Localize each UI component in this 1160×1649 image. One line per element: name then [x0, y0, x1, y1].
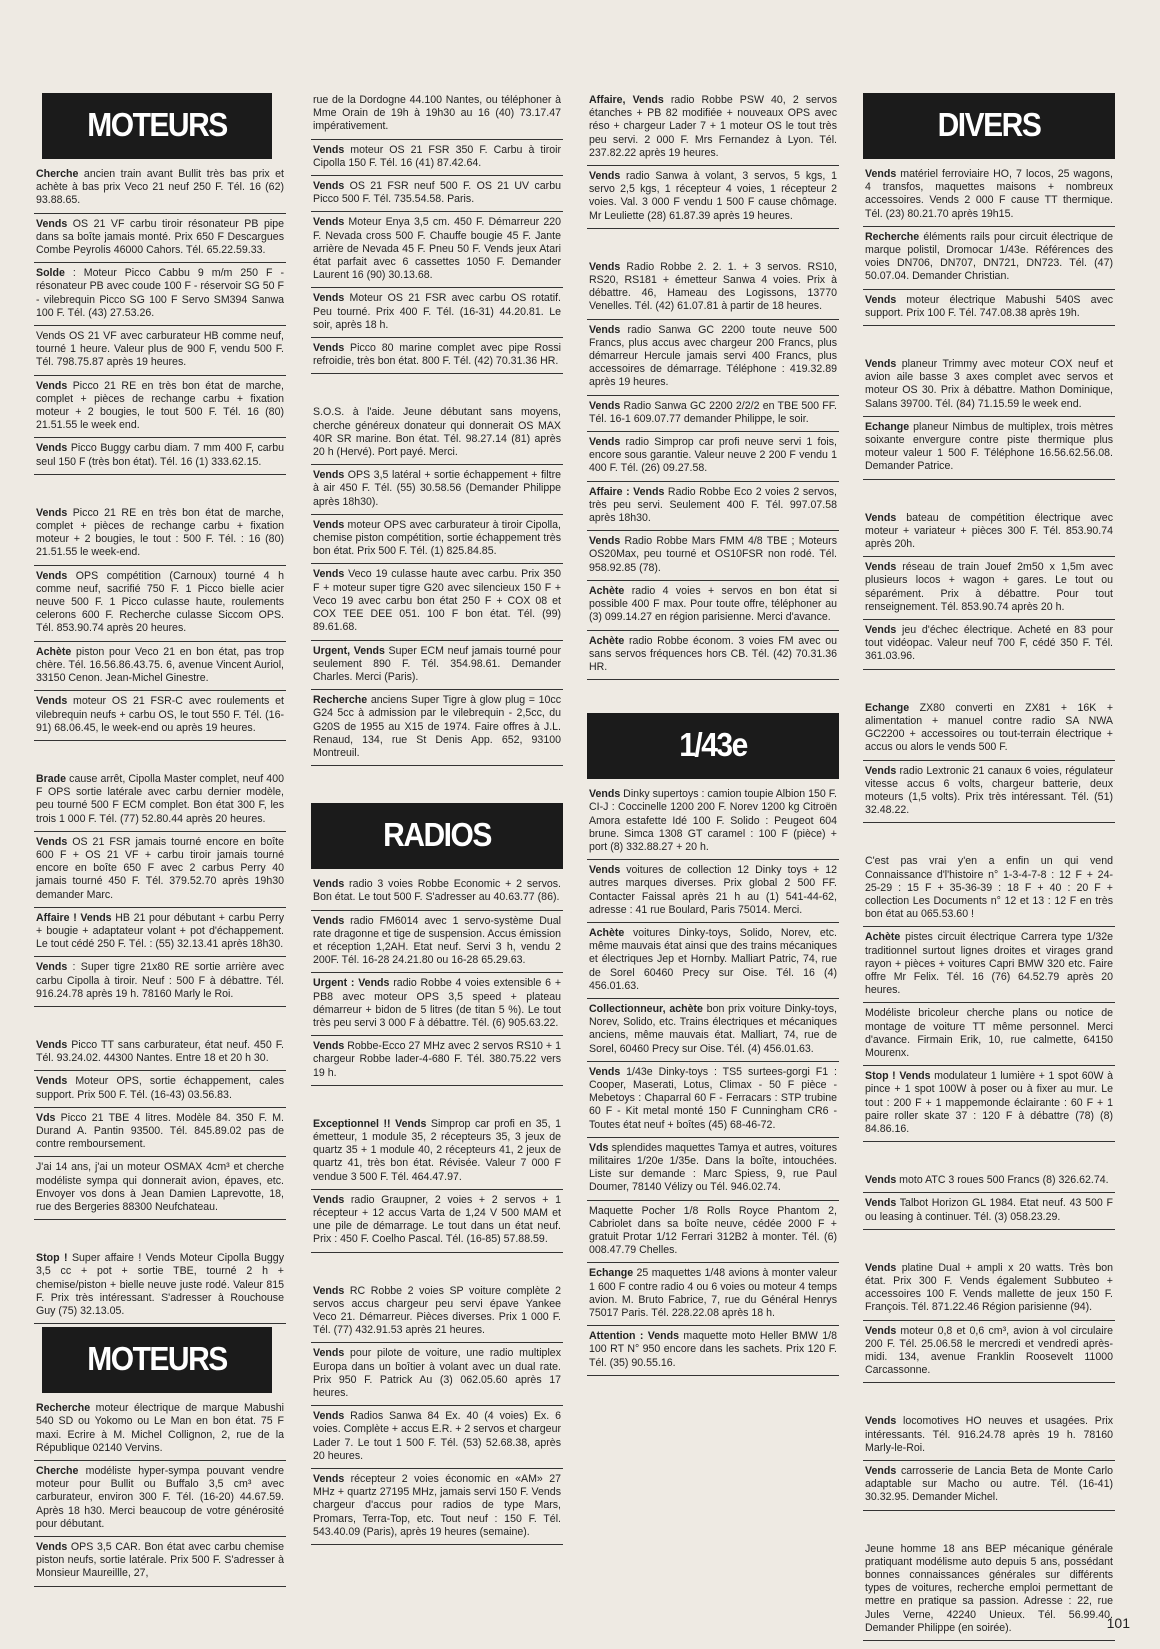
column-3 [587, 90, 839, 1376]
ad-lead-word: Affaire ! Vends [36, 911, 112, 924]
classified-ad [863, 1258, 1115, 1321]
classified-ad [587, 860, 839, 923]
classified-ad [863, 1003, 1115, 1066]
ad-lead-word: Vends [313, 1193, 345, 1206]
ad-text: OPS 3,5 CAR. Bon état avec carbu chemise piston neufs, sortie latérale. Prix 500 F. S'adresser à Monsieur Maureillle, 27, [36, 1541, 284, 1580]
section-banner-moteurs-2: MOTEURS [42, 1327, 272, 1393]
classified-ad [863, 1321, 1115, 1384]
ads-col3 [587, 90, 839, 680]
classified-ad [863, 927, 1115, 1003]
ad-lead-word: Vends [36, 442, 68, 455]
ad-lead-word: Vends [313, 292, 345, 305]
classified-ad [587, 531, 839, 581]
ad-lead-word: Vends [589, 323, 621, 336]
ad-lead-word: Vends [865, 1415, 897, 1428]
ad-lead-word: Vends [865, 358, 897, 371]
classified-ad [311, 465, 563, 515]
ad-lead-word: Vds [589, 1141, 609, 1154]
ad-text: moteur OPS avec carburateur à tiroir Cipolla, chemise piston compétition, sortie échappement très bon état. Prix 500 F. Tél. (1) 825.84.85. [313, 518, 561, 558]
section-banner-1-43: 1/43e [587, 713, 839, 779]
ads-col1b [34, 1398, 286, 1586]
ad-lead-word: Achète [589, 634, 625, 647]
ad-lead-word: Stop ! [36, 1252, 68, 1265]
ad-text: pour pilote de voiture, une radio multiplex Europa dans un boîtier à volant avec un dual rate. Prix 950 F. Patrick Au (3) 062.05.60 après 17 heures. [313, 1347, 561, 1400]
ad-text: OS 21 FSR neuf 500 F. OS 21 UV carbu Picco 500 F. Tél. 735.54.58. Paris. [313, 180, 561, 206]
column-4 [863, 90, 1115, 1641]
classified-ad [863, 1411, 1115, 1461]
classified-ad [863, 620, 1115, 670]
ad-text: anciens Super Tigre à glow plug = 10cc G24 5cc à admission par le vilebrequin - 2,5cc, du G20S de 1955 au X15 de 1974. Faire offres à J.L. Renaud, 134, rue St Denis App. 652, 93100 Montreuil. [313, 694, 561, 759]
ad-text: Radio Robbe 2. 2. 1. + 3 servos. RS10, RS20, RS181 + émetteur Sanwa 4 voies. Prix à débattre. 46, Hameau des Logissons, 13770 Venelles. Tél. (42) 61.07.81 à partir de 18 heures. [589, 260, 837, 313]
ad-lead-word: Brade [36, 772, 67, 785]
classified-ad [587, 320, 839, 396]
classified-ad [863, 1193, 1115, 1229]
ad-lead-word: Echange [865, 420, 910, 433]
classified-ad [311, 1406, 563, 1469]
ad-lead-word: Vends [36, 961, 68, 974]
ad-text: OPS 3,5 latéral + sortie échappement + filtre à air 450 F. Tél. (55) 30.58.56 (Demander Philippe après 18h30). [313, 469, 561, 508]
classified-ad [34, 1398, 286, 1461]
classified-ad [34, 1108, 286, 1158]
ad-text: Simprop car profi en 35, 1 émetteur, 1 module 35, 2 récepteurs 35, 3 jeux de quartz 35 + 1 module 40, 2 récepteurs 41, 2 jeux de quartz 41, très bon état. Révisée. Valeur 7 000 F vendue 3 500 F. Tél. 464.47.97. [313, 1117, 561, 1183]
ad-text: Maquette Pocher 1/8 Rolls Royce Phantom 2, Cabriolet dans sa boîte neuve, cédée 2000 F + gratuit Protar 1/12 Ferrari 312B2 à monter. Tél. (6) 008.47.79 Chelles. [589, 1204, 837, 1257]
ad-text: jeu d'échec électrique. Acheté en 83 pour tout vidéopac. Valeur neuf 700 F, cédé 350 F. Tél. 361.03.96. [865, 624, 1113, 663]
ad-lead-word: Vends [865, 1174, 897, 1187]
ad-text: moteur OS 21 FSR-C avec roulements et vilebrequin neufs + carbu OS, le tout 550 F. Tél. (16-91) 68.06.45, le week-end ou après 19 heures. [36, 695, 284, 734]
ad-text: Vends OS 21 VF avec carburateur HB comme neuf, tourné 1 heure. Valeur plus de 900 F, vendu 500 F. Tél. 798.75.87 après 19 heures. [36, 330, 284, 369]
ad-lead-word: Vends [589, 535, 621, 548]
classified-ad [863, 354, 1115, 417]
ad-text: piston pour Veco 21 en bon état, pas trop chère. Tél. 16.56.86.43.75. 6, avenue Vincent Auriol, 33150 Cenon. Jean-Michel Ginestre. [36, 645, 284, 685]
classified-ad [587, 1138, 839, 1201]
classified-ad [34, 1035, 286, 1071]
classified-ad [311, 911, 563, 974]
ad-lead-word: Vds [36, 1111, 56, 1124]
ad-text: Dinky supertoys : camion toupie Albion 150 F. CI-J : Coccinelle 1200 200 F. Norev 1200 kg Citroën Amora estafette Idé 100 F. Solido : Peugeot 604 brune. Simca 1308 GT caramel : 100 F (pièce) + port (8) 332.88.27 + 20 h. [589, 788, 837, 853]
classified-ad [34, 691, 286, 741]
ad-text: moteur OS 21 FSR 350 F. Carbu à tiroir Cipolla 150 F. Tél. 16 (41) 87.42.64. [313, 143, 561, 169]
classified-ad [311, 1036, 563, 1086]
classified-ad [34, 214, 286, 264]
ad-lead-word: Vends [865, 1197, 897, 1210]
ad-text: Jeune homme 18 ans BEP mécanique générale pratiquant modélisme auto depuis 5 ans, possédant bonnes connaissances générales sur différents types de voitures, recherche emploi permettant de mettre en pratique sa passion. Adresse : 22, rue Jules Verne, 42240 Unieux. Tél. 56.99.40. Demander Philippe (en soirée). [865, 1542, 1113, 1634]
section-banner-moteurs: MOTEURS [42, 93, 272, 159]
classified-ad [311, 1190, 563, 1253]
classified-ad [34, 642, 286, 692]
ad-lead-word: Vends [589, 260, 621, 273]
ad-text: radio FM6014 avec 1 servo-système Dual rate dragonne et tige de suspension. Accus émission et réception 1,2AH. Etat neuf. Servi 3 h, vendu 2 200F. Tél. 16-28 24.21.80 ou 16-28 65.29.63. [313, 914, 561, 967]
classified-ad [587, 923, 839, 999]
ad-lead-word: Vends [865, 1465, 897, 1478]
ad-text: carrosserie de Lancia Beta de Monte Carlo adaptable sur Macho ou autre. Tél. (16-41) 30.32.95. Demander Michel. [865, 1465, 1113, 1504]
ad-lead-word: Vends [865, 511, 897, 524]
classified-ad [587, 90, 839, 166]
ad-lead-word: Vends [589, 1065, 621, 1078]
classified-ad [311, 288, 563, 338]
classified-ad [863, 698, 1115, 761]
classified-ad [863, 290, 1115, 326]
classified-ad [34, 957, 286, 1007]
ad-text: S.O.S. à l'aide. Jeune débutant sans moyens, cherche généreux donateur qui donnerait OS MAX 40R SR marine. Bon état. Tél. 98.27.14 (81) après 20 h (Hervé). Port payé. Merci. [313, 406, 561, 459]
ad-text: Radio Robbe Mars FMM 4/8 TBE ; Moteurs OS20Max, peu tourné et OS10FSR non rodé. Tél. 958.92.85 (78). [589, 535, 837, 574]
ad-lead-word: Affaire : Vends [589, 485, 665, 498]
ad-text: moto ATC 3 roues 500 Francs (8) 326.62.74. [896, 1174, 1109, 1187]
ad-text: voitures de collection 12 Dinky toys + 12 autres marques diverses. Prix global 2 500 FF. Contacter Faissal après 21 h au (1) 541-44-62, adresse : 41 rue Boulard, Paris 75014. Merci. [589, 864, 837, 916]
ad-text: récepteur 2 voies économic en «AM» 27 MHz + quartz 27195 MHz, jamais servi 150 F. Vends chargeur d'accus pour radios de type Mars, Promars, Terra-Top, etc. Tout neuf : 150 F. Tél. 543.40.09 (Paris), après 19 heures (semaine). [313, 1473, 561, 1538]
classified-ad [587, 999, 839, 1062]
ad-lead-word: Attention : Vends [589, 1330, 680, 1343]
ad-text: Picco Buggy carbu diam. 7 mm 400 F, carbu seul 150 F (très bon état). Tél. 16 (1) 333.62.15. [36, 442, 284, 468]
ad-lead-word: Recherche [313, 694, 368, 707]
classified-ad [587, 166, 839, 229]
ad-lead-word: Vends [36, 379, 68, 392]
ad-lead-word: Vends [313, 568, 345, 581]
classified-ad [587, 257, 839, 320]
ad-lead-word: Vends [313, 1040, 345, 1053]
ad-lead-word: Vends [865, 293, 897, 306]
classified-ad [587, 482, 839, 532]
ad-lead-word: Recherche [36, 1402, 91, 1415]
ad-text: moteur électrique Mabushi 540S avec support. Prix 100 F. Tél. 747.08.38 après 19h. [865, 293, 1113, 319]
ad-text: radio 4 voies + servos en bon état si possible 400 F max. Pour toute offre, téléphoner au (3) 099.14.27 en région parisienne. Merci d'avance. [589, 584, 837, 624]
classified-ad [34, 832, 286, 908]
classified-ad [311, 973, 563, 1036]
ad-lead-word: Echange [589, 1267, 634, 1280]
ad-text: moteur 0,8 et 0,6 cm³, avion à vol circulaire 200 F. Tél. 25.06.58 le mercredi et vendredi après-midi. 134, avenue Franklin Roosevelt 11000 Carcassonne. [865, 1324, 1113, 1377]
ad-text: RC Robbe 2 voies SP voiture complète 2 servos accus chargeur peu servi épave Yankee Veco 21. Démarreur. Pièces diverses. Prix 1 000 F. Tél. (77) 432.91.53 après 21 heures. [313, 1284, 561, 1337]
classified-ad [863, 1066, 1115, 1142]
ad-text: rue de la Dordogne 44.100 Nantes, ou téléphoner à Mme Orain de 19h à 19h30 au 16 (40) 73.17.47 impérativement. [313, 94, 561, 133]
ad-text: ZX80 converti en ZX81 + 16K + alimentation + manuel contre radio SA NWA GC2200 + accessoires ou tout-terrain électrique + accus ou alors le vends 500 F. [865, 701, 1113, 754]
ad-text: Radio Sanwa GC 2200 2/2/2 en TBE 500 FF. Tél. 16-1 609.07.77 demander Philippe, le soir. [589, 399, 837, 425]
classified-ad [34, 1537, 286, 1587]
classified-ad [34, 566, 286, 642]
ad-lead-word: Vends [589, 436, 621, 449]
ad-lead-word: Vends [313, 914, 345, 927]
ad-text: radio Sanwa GC 2200 toute neuve 500 Francs, plus accus avec chargeur 200 Francs, plus démarreur Hercule jamais servi 400 Francs, plus accessoires de démarrage. Téléphone : 419.32.89 après 19 heures. [589, 323, 837, 389]
ad-lead-word: Cherche [36, 1465, 79, 1478]
classified-ad [311, 690, 563, 766]
section-banner-divers: DIVERS [863, 93, 1115, 159]
classified-ad [587, 784, 839, 860]
ad-lead-word: Urgent, Vends [313, 644, 385, 657]
ad-lead-word: Vends [313, 1347, 345, 1360]
section-banner-radios: RADIOS [311, 803, 563, 869]
classified-ad [587, 432, 839, 482]
classified-ad [34, 326, 286, 376]
classified-ad [587, 631, 839, 681]
ad-text: Moteur Enya 3,5 cm. 450 F. Démarreur 220 F. Nevada cross 500 F. Chauffe bougie 45 F. Jante arrière de Nevada 45 F. Pneu 50 F. Vends jeux Atari état parfait avec 6 cassettes 1050 F. Demander Laurent 16 (90) 30.13.68. [313, 216, 561, 282]
classified-ad [863, 164, 1115, 227]
column-2 [311, 90, 563, 1545]
ad-lead-word: Vends [865, 561, 897, 574]
classified-ad [311, 176, 563, 212]
ad-text: radio 3 voies Robbe Economic + 2 servos. Bon état. Le tout 500 F. S'adresser au 40.63.77 (86). [313, 878, 561, 904]
classified-ad [34, 769, 286, 832]
ad-lead-word: Stop ! Vends [865, 1070, 931, 1083]
ad-text: ancien train avant Bullit très bas prix et achète à bas prix Veco 21 neuf 250 F. Tél. 16 (62) 93.88.65. [36, 168, 284, 207]
ad-text: radio Robbe économ. 3 voies FM avec ou sans servos fréquences hors CB. Tél. (42) 70.31.36 HR. [589, 634, 837, 673]
ad-lead-word: Vends [589, 864, 621, 877]
classified-ad [863, 417, 1115, 480]
ad-lead-word: Vends [865, 1324, 897, 1337]
ad-text: Picco 21 RE en très bon état de marche, complet + pièces de rechange carbu + fixation moteur + 2 bougies, le tout 500 F. Tél. 16 (80) 21.51.55 le week end. [36, 379, 284, 432]
ad-lead-word: Achète [865, 931, 901, 944]
ad-text: Veco 19 culasse haute avec carbu. Prix 350 F + moteur super tigre G20 avec silencieux 150 F + Veco 19 avec carbu bon état 250 F + COX 08 et COX TEE DEE 051. 100 F bon état. Tél. (99) 89.61.68. [313, 568, 561, 634]
classified-ad [587, 1263, 839, 1326]
classified-ad [587, 1326, 839, 1376]
ad-text: C'est pas vrai y'en a enfin un qui vend Connaissance d'l'histoire n° 1-3-4-7-8 : 12 F + 24-25-29 : 15 F + 35-36-39 : 18 F + 40 : 20 F + collection Les Documents n° 12 et 13 : 12 F en très bon état au 065.53.60 ! [865, 855, 1113, 921]
classified-ad [311, 641, 563, 691]
ad-text: Robbe-Ecco 27 MHz avec 2 servos RS10 + 1 chargeur Robbe lader-4-680 F. Tél. 380.75.22 vers 19 h. [313, 1040, 561, 1079]
ad-text: : Super tigre 21x80 RE sortie arrière avec carbu Cipolla à tiroir. Neuf : 500 F à débattre. Tél. 916.24.78 après 19 h. 78160 Marly le Roi. [36, 961, 284, 1000]
ad-text: locomotives HO neuves et usagées. Prix intéressants. Tél. 916.24.78 après 19 h. 78160 Marly-le-Roi. [865, 1415, 1113, 1454]
ad-text: radio Sanwa à volant, 3 servos, 5 kgs, 1 servo 2,5 kgs, 1 récepteur 4 voies, 1 récepteur 2 voies. Val. 3 000 F vendu 1 500 F cause chômage. Mr Leuliette (28) 61.87.39 après 19 heures. [589, 170, 837, 222]
classified-ad [311, 1114, 563, 1190]
classified-ad [311, 402, 563, 465]
classified-ad [311, 1469, 563, 1545]
ad-lead-word: Vends [865, 1261, 897, 1274]
ads-col3b [587, 784, 839, 1376]
ad-lead-word: Vends [36, 506, 68, 519]
classified-ad [863, 227, 1115, 290]
ad-lead-word: Vends [36, 569, 68, 582]
classified-ad [311, 90, 563, 140]
ad-text: matériel ferroviaire HO, 7 locos, 25 wagons, 4 transfos, maquettes maisons + nombreux accessoires. Vends 2 000 F cause TT thermique. Tél. (23) 80.21.70 après 19h15. [865, 168, 1113, 220]
ad-lead-word: Urgent : Vends [313, 977, 390, 990]
ad-text: moteur électrique de marque Mabushi 540 SD ou Yokomo ou Le Man en bon état. 75 F maxi. Ecrire à M. Michel Collignon, 2, rue de la République 02140 Vervins. [36, 1402, 284, 1454]
ad-lead-word: Vends [36, 1541, 68, 1554]
ad-lead-word: Vends [313, 878, 345, 891]
ad-text: planeur Nimbus de multiplex, trois mètres soixante envergure contre piste thermique plus moteur valeur 1 500 F. Téléphone 16.56.62.56.08. Demander Patrice. [865, 420, 1113, 473]
classified-ad [587, 581, 839, 631]
ad-text: 1/43e Dinky-toys : TS5 surtees-gorgi F1 : Cooper, Maserati, Lotus, Climax - 50 F pièce - Mebetoys : Chaparral 60 F - Ferracars : STP trubine 60 F - Kit metal monté 150 F Cunningham CR6 - Toutes état neuf + boîtes (45) 68-46-72. [589, 1065, 837, 1131]
classified-ad [863, 508, 1115, 558]
ad-text: 25 maquettes 1/48 avions à monter valeur 1 600 F contre radio 4 ou 6 voies ou moteur 4 temps avion. M. Bruto Fabrice, 7, rue du Général Henrys 75017 Paris. Tél. 228.22.08 après 18 h. [589, 1267, 837, 1320]
classified-ad [863, 851, 1115, 927]
ad-text: pistes circuit électrique Carrera type 1/32e traditionnel surtout lignes droites et virages grand rayon + pièces + voitures Capri BMW 320 etc. Faire offre Mr Felix. Tél. 16 (76) 64.52.79 après 20 heures. [865, 931, 1113, 997]
ad-lead-word: Vends [865, 168, 897, 180]
classified-ad [34, 164, 286, 214]
classified-ad [34, 1461, 286, 1537]
classified-ad [863, 1539, 1115, 1641]
classified-ad [311, 212, 563, 288]
ad-text: planeur Trimmy avec moteur COX neuf et avion aile basse 3 axes complet avec servos et moteur OS 30. Prix à débattre. Mathon Dominique, Salans 39700. Tél. (84) 71.15.59 le week end. [865, 358, 1113, 410]
ad-text: OPS compétition (Carnoux) tourné 4 h comme neuf, sacrifié 750 F. 1 Picco bielle acier neuve 500 F. 1 Picco culasse haute, roulements celerons 600 F. Recherche culasse Siccom OPS. Tél. 853.90.74 après 20 heures. [36, 569, 284, 635]
classified-ad [34, 376, 286, 439]
ad-text: : Moteur Picco Cabbu 9 m/m 250 F - résonateur PB avec coude 100 F - réservoir SG 50 F - vilebrequin Picco SG 100 F Servo SM394 Sanwa 100 F. Tél. (43) 27.53.26. [36, 267, 284, 319]
ad-lead-word: Vends [313, 180, 345, 193]
ad-lead-word: Vends [589, 399, 621, 412]
column-1 [34, 90, 286, 1587]
ad-lead-word: Vends [313, 1410, 345, 1423]
ads-col2b [311, 874, 563, 1545]
ad-lead-word: Recherche [865, 230, 920, 243]
ad-text: radio Robbe PSW 40, 2 servos étanches + PB 82 modifiée + nouveaux OPS avec réso + chargeur Lader 7 + 1 moteur OS le tout très peu servi. 2 000 F. Mrs Fernandez à Lyon. Tél. 237.82.22 après 19 heures. [589, 94, 837, 159]
ad-lead-word: Affaire, Vends [589, 94, 664, 106]
classified-ad [863, 1170, 1115, 1193]
ad-text: radio Robbe 4 voies extensible 6 + PB8 avec moteur OPS 3,5 speed + plateau démarreur + bidon de 5 litres (de titan 5 %). Le tout très peu servi 3 000 F à débattre. Tél. (6) 905.63.22. [313, 977, 561, 1029]
classified-ad [587, 396, 839, 432]
ads-col1 [34, 164, 286, 1324]
ad-text: Picco 80 marine complet avec pipe Rossi refroidie, très bon état. 800 F. Tél. (42) 70.31.36 HR. [313, 342, 561, 368]
ad-text: réseau de train Jouef 2m50 x 1,5m avec plusieurs locos + wagon + gares. Le tout ou séparément. Prix à débattre. Pour tout renseignement. Tél. 853.90.74 après 20 h. [865, 561, 1113, 613]
classified-ad [34, 908, 286, 958]
ad-lead-word: Vends [589, 788, 621, 801]
ad-lead-word: Vends [313, 1473, 345, 1486]
ad-lead-word: Achète [589, 926, 625, 939]
ad-lead-word: Vends [589, 170, 621, 183]
ad-lead-word: Vends [313, 143, 345, 156]
ad-lead-word: Vends [36, 695, 68, 708]
classified-ad [863, 1461, 1115, 1511]
classified-ad [587, 1201, 839, 1264]
ad-text: cause arrêt, Cipolla Master complet, neuf 400 F OPS sortie latérale avec carbu dernier modèle, peu tourné 500 F ECM complet. Bon état 300 F, les trois 1 000 F. Tél. (77) 52.80.44 après 20 heures. [36, 772, 284, 825]
ad-text: Radios Sanwa 84 Ex. 40 (4 voies) Ex. 6 voies. Complète + accus E.R. + 2 servos et chargeur Lader 7. Le tout 1 500 F. Tél. (53) 52.68.38, après 20 heures. [313, 1410, 561, 1462]
classified-ad [863, 761, 1115, 824]
ad-text: bon prix voiture Dinky-toys, Norev, Solido, etc. Trains électriques et mécaniques anciens, même mauvais état. Malliart, 74, rue de Sorel, 60460 Precy sur Oise. Tél. (4) 456.01.63. [589, 1002, 837, 1055]
classified-ad [311, 338, 563, 374]
classified-ad [587, 1062, 839, 1138]
classified-ad [311, 1281, 563, 1344]
ad-text: modulateur 1 lumière + 1 spot 60W à pince + 1 spot 100W à poser ou à fixer au mur. Le tout : 200 F + 1 mappemonde éclairante : 60 F + 1 paire roller skate 37 : 120 F à débattre (78) (8) 84.86.16. [865, 1070, 1113, 1135]
ad-text: Super affaire ! Vends Moteur Cipolla Buggy 3,5 cc + pot + sortie TBE, tourné 2 h + chemise/piston + bielle neuve juste rodé. Valeur 815 F. Prix très intéressant. S'adresser à Rouchouse Guy (75) 32.13.05. [36, 1252, 284, 1317]
ad-text: Modéliste bricoleur cherche plans ou notice de montage de voiture TT même personnel. Merci d'avance. Firmain Erik, 10, rue calmette, 64150 Mourenx. [865, 1007, 1113, 1059]
classified-ad [34, 263, 286, 326]
ad-text: radio Simprop car profi neuve servi 1 fois, encore sous garantie. Valeur neuve 2 200 F vendu 1 400 F. Tél. (26) 09.27.58. [589, 436, 837, 475]
ad-text: radio Lextronic 21 canaux 6 voies, régulateur vitesse accus 6 volts, chargeur batterie, deux moteurs (1,5 volts). Prix très intéressant. Tél. (51) 32.48.22. [865, 764, 1113, 817]
ad-lead-word: Vends [865, 624, 897, 637]
ad-text: J'ai 14 ans, j'ai un moteur OSMAX 4cm³ et cherche modéliste sympa qui donnerait avion, épaves, etc. Envoyer vos dons à Jean Damien Laprevotte, 18, rue des Bergeries 88300 Neufchateau. [36, 1161, 284, 1213]
ads-col2 [311, 90, 563, 766]
ad-text: Super ECM neuf jamais tourné pour seulement 890 F. Tél. 354.98.61. Demander Charles. Merci (Paris). [313, 644, 561, 683]
ad-text: Radio Robbe Eco 2 voies 2 servos, très peu servi. Seulement 400 F. Tél. 997.07.58 après 18h30. [589, 485, 837, 525]
ad-lead-word: Echange [865, 701, 910, 714]
ad-text: OS 21 FSR jamais tourné encore en boîte 600 F + OS 21 VF + carbu tiroir jamais tourné encore en boîte 650 F avec 2 carbus Perry 40 jamais tourné 450 F. Tél. 379.52.70 après 19h30 demander Marc. [36, 835, 284, 901]
ad-lead-word: Achète [589, 584, 625, 597]
ad-lead-word: Exceptionnel !! Vends [313, 1117, 427, 1130]
classified-ad [34, 438, 286, 474]
classified-ad [34, 1157, 286, 1220]
ad-text: voitures Dinky-toys, Solido, Norev, etc. même mauvais état ainsi que des trains mécaniques et électriques Jep et Hornby. Malliart Patric, 74, rue de Sorel 60460 Precy sur Oise. Tél. 16 (4) 456.01.63. [589, 926, 837, 992]
ad-text: Picco 21 TBE 4 litres. Modèle 84. 350 F. M. Durand A. Pantin 93500. Tél. 845.89.02 pas de contre remboursement. [36, 1111, 284, 1151]
ad-text: splendides maquettes Tamya et autres, voitures militaires 1/20e 1/35e. Dans la boîte, intouchées. Liste sur demande : Marc Spiess, 9, rue Paul Doumer, 78140 Vélizy ou Tél. 946.02.74. [589, 1141, 837, 1194]
ad-lead-word: Vends [36, 1038, 68, 1051]
ad-lead-word: Vends [313, 1284, 345, 1297]
ads-col4 [863, 164, 1115, 1641]
ad-lead-word: Solde [36, 267, 65, 280]
ad-text: Talbot Horizon GL 1984. Etat neuf. 43 500 F ou leasing à continuer. Tél. (3) 058.23.29. [865, 1197, 1113, 1223]
ad-lead-word: Vends [36, 217, 68, 230]
ad-text: Picco TT sans carburateur, état neuf. 450 F. Tél. 93.24.02. 44300 Nantes. Entre 18 et 20 h 30. [36, 1038, 284, 1065]
ad-text: radio Graupner, 2 voies + 2 servos + 1 récepteur + 12 accus Varta de 1,24 V 500 MAM et une pile de démarrage. Le tout dans un état neuf. Prix : 450 F. Coelho Pascal. Tél. (16-85) 57.88.59. [313, 1193, 561, 1246]
page-number: 101 [1106, 1615, 1130, 1631]
ad-text: HB 21 pour débutant + carbu Perry + bougie + adaptateur volant + pot d'échappement. Le tout cédé 250 F. Tél. : (55) 32.13.41 après 18h30. [36, 911, 284, 951]
classified-ad [311, 515, 563, 565]
ad-text: bateau de compétition électrique avec moteur + variateur + pièces 300 F. Tél. 853.90.74 après 20h. [865, 511, 1113, 551]
classifieds-page [26, 90, 1130, 1634]
ad-lead-word: Collectionneur, achète [589, 1002, 703, 1015]
ad-text: Moteur OPS, sortie échappement, cales support. Prix 500 F. Tél. (16-43) 03.56.83. [36, 1075, 284, 1101]
classified-ad [311, 140, 563, 176]
classified-ad [311, 1343, 563, 1406]
ad-text: platine Dual + ampli x 20 watts. Très bon état. Prix 300 F. Vends également Subbuteo + accessoires 100 F. Vends mallette de jeux 150 F. François. Tél. 871.22.46 Région parisienne (94). [865, 1261, 1113, 1314]
classified-ad [34, 1071, 286, 1107]
classified-ad [34, 503, 286, 566]
ad-text: Moteur OS 21 FSR avec carbu OS rotatif. Peu tourné. Prix 400 F. Tél. (16-31) 44.20.81. Le soir, après 18 h. [313, 292, 561, 331]
ad-lead-word: Vends [36, 1075, 68, 1088]
ad-text: modéliste hyper-sympa pouvant vendre moteur pour Bullit ou Buffalo 3,5 cm³ avec carburateur, environ 300 F. Tél. (16-20) 44.67.59. Après 18 h30. Merci beaucoup de votre générosité pour débutant. [36, 1465, 284, 1530]
ad-lead-word: Cherche [36, 168, 79, 180]
classified-ad [311, 564, 563, 640]
ad-lead-word: Vends [313, 342, 345, 355]
ad-lead-word: Vends [313, 469, 345, 482]
ad-lead-word: Vends [865, 764, 897, 777]
ad-text: Picco 21 RE en très bon état de marche, complet + pièces de rechange carbu + fixation moteur + 2 bougies, le tout : 500 F. Tél. : 16 (80) 21.51.55 le week-end. [36, 506, 284, 559]
ad-lead-word: Vends [313, 216, 345, 229]
ad-lead-word: Vends [313, 518, 345, 531]
ad-text: éléments rails pour circuit électrique de marque polistil, Dromocar 1/43e. Références des voies DN706, DN707, DN721, DN723. Tél. (47) 50.07.04. Demander Christian. [865, 230, 1113, 283]
classified-ad [311, 874, 563, 910]
ad-text: OS 21 VF carbu tiroir résonateur PB pipe dans sa boîte jamais monté. Prix 650 F Descargues Combe Peyrolis 46000 Cahors. Tél. 65.22.59.33. [36, 217, 284, 257]
classified-ad [34, 1248, 286, 1324]
classified-ad [863, 557, 1115, 620]
ad-lead-word: Achète [36, 645, 72, 658]
ad-text: maquette moto Heller BMW 1/8 100 RT N° 950 encore dans les sachets. Prix 120 F. Tél. (35) 90.55.16. [589, 1330, 837, 1369]
ad-lead-word: Vends [36, 835, 68, 848]
